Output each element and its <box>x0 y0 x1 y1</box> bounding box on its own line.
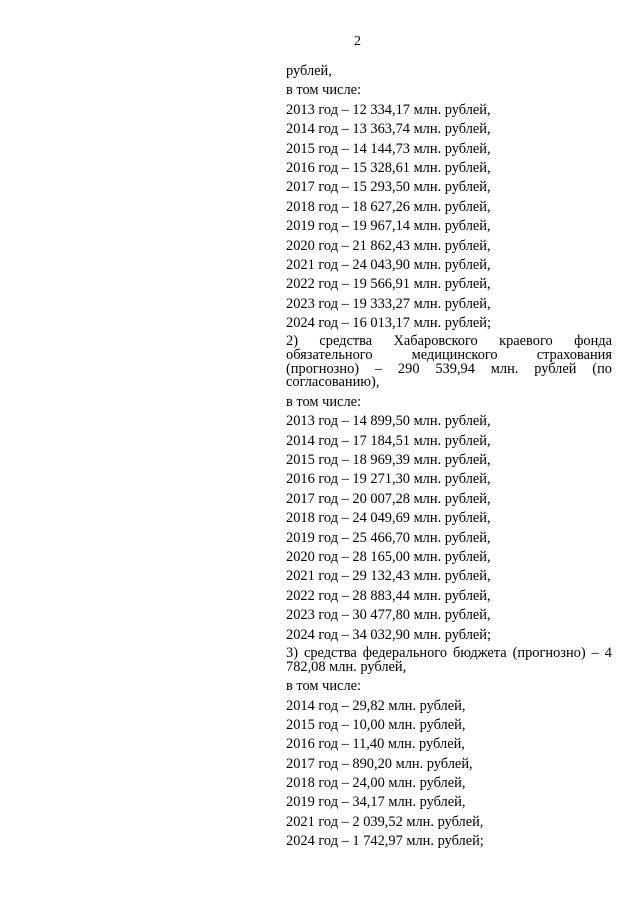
list-item: 2016 год – 15 328,61 млн. рублей, <box>286 159 491 176</box>
list-item: 2021 год – 29 132,43 млн. рублей, <box>286 568 491 585</box>
list-item: 2023 год – 19 333,27 млн. рублей, <box>286 295 491 312</box>
text-line: в том числе: <box>286 82 362 99</box>
section-2-heading: 2) средства Хабаровского краевого фонда обязательного медицинского страхования (прогнозно) – 290 539,94 млн. рублей (по согласованию), <box>286 333 612 391</box>
list-item: 2021 год – 24 043,90 млн. рублей, <box>286 256 491 273</box>
list-item: 2018 год – 18 627,26 млн. рублей, <box>286 198 491 215</box>
list-item: 2014 год – 13 363,74 млн. рублей, <box>286 121 491 138</box>
list-item: 2014 год – 29,82 млн. рублей, <box>286 697 466 714</box>
list-item: 2021 год – 2 039,52 млн. рублей, <box>286 813 484 830</box>
list-item: 2016 год – 19 271,30 млн. рублей, <box>286 471 491 488</box>
list-item: 2019 год – 19 967,14 млн. рублей, <box>286 218 491 235</box>
list-item: 2017 год – 20 007,28 млн. рублей, <box>286 490 491 507</box>
document-body <box>286 62 612 852</box>
section-3-list <box>286 697 612 852</box>
list-item: 2020 год – 21 862,43 млн. рублей, <box>286 237 491 254</box>
list-item: 2013 год – 12 334,17 млн. рублей, <box>286 101 491 118</box>
list-item: 2015 год – 18 969,39 млн. рублей, <box>286 452 491 469</box>
list-item: 2022 год – 19 566,91 млн. рублей, <box>286 276 491 293</box>
list-item: 2013 год – 14 899,50 млн. рублей, <box>286 413 491 430</box>
text-line: рублей, <box>286 63 332 79</box>
list-item: 2024 год – 34 032,90 млн. рублей; <box>286 626 492 643</box>
text-line: в том числе: <box>286 393 362 410</box>
list-item: 2024 год – 1 742,97 млн. рублей; <box>286 833 484 850</box>
text-line: в том числе: <box>286 678 362 695</box>
list-item: 2024 год – 16 013,17 млн. рублей; <box>286 315 492 332</box>
list-item: 2018 год – 24,00 млн. рублей, <box>286 775 466 792</box>
list-item: 2015 год – 10,00 млн. рублей, <box>286 716 466 733</box>
list-item: 2020 год – 28 165,00 млн. рублей, <box>286 548 491 565</box>
list-item: 2015 год – 14 144,73 млн. рублей, <box>286 140 491 157</box>
page-number: 2 <box>354 34 361 49</box>
list-item: 2022 год – 28 883,44 млн. рублей, <box>286 587 491 604</box>
list-item: 2019 год – 34,17 млн. рублей, <box>286 794 466 811</box>
list-item: 2016 год – 11,40 млн. рублей, <box>286 736 465 753</box>
list-item: 2023 год – 30 477,80 млн. рублей, <box>286 607 491 624</box>
list-item: 2018 год – 24 049,69 млн. рублей, <box>286 510 491 527</box>
list-item: 2017 год – 890,20 млн. рублей, <box>286 755 473 772</box>
list-item: 2017 год – 15 293,50 млн. рублей, <box>286 179 491 196</box>
section-2-list <box>286 412 612 645</box>
section-3-heading: 3) средства федерального бюджета (прогнозно) – 4 782,08 млн. рублей, <box>286 644 612 675</box>
list-item: 2014 год – 17 184,51 млн. рублей, <box>286 432 491 449</box>
list-item: 2019 год – 25 466,70 млн. рублей, <box>286 529 491 546</box>
section-1-list <box>286 101 612 334</box>
